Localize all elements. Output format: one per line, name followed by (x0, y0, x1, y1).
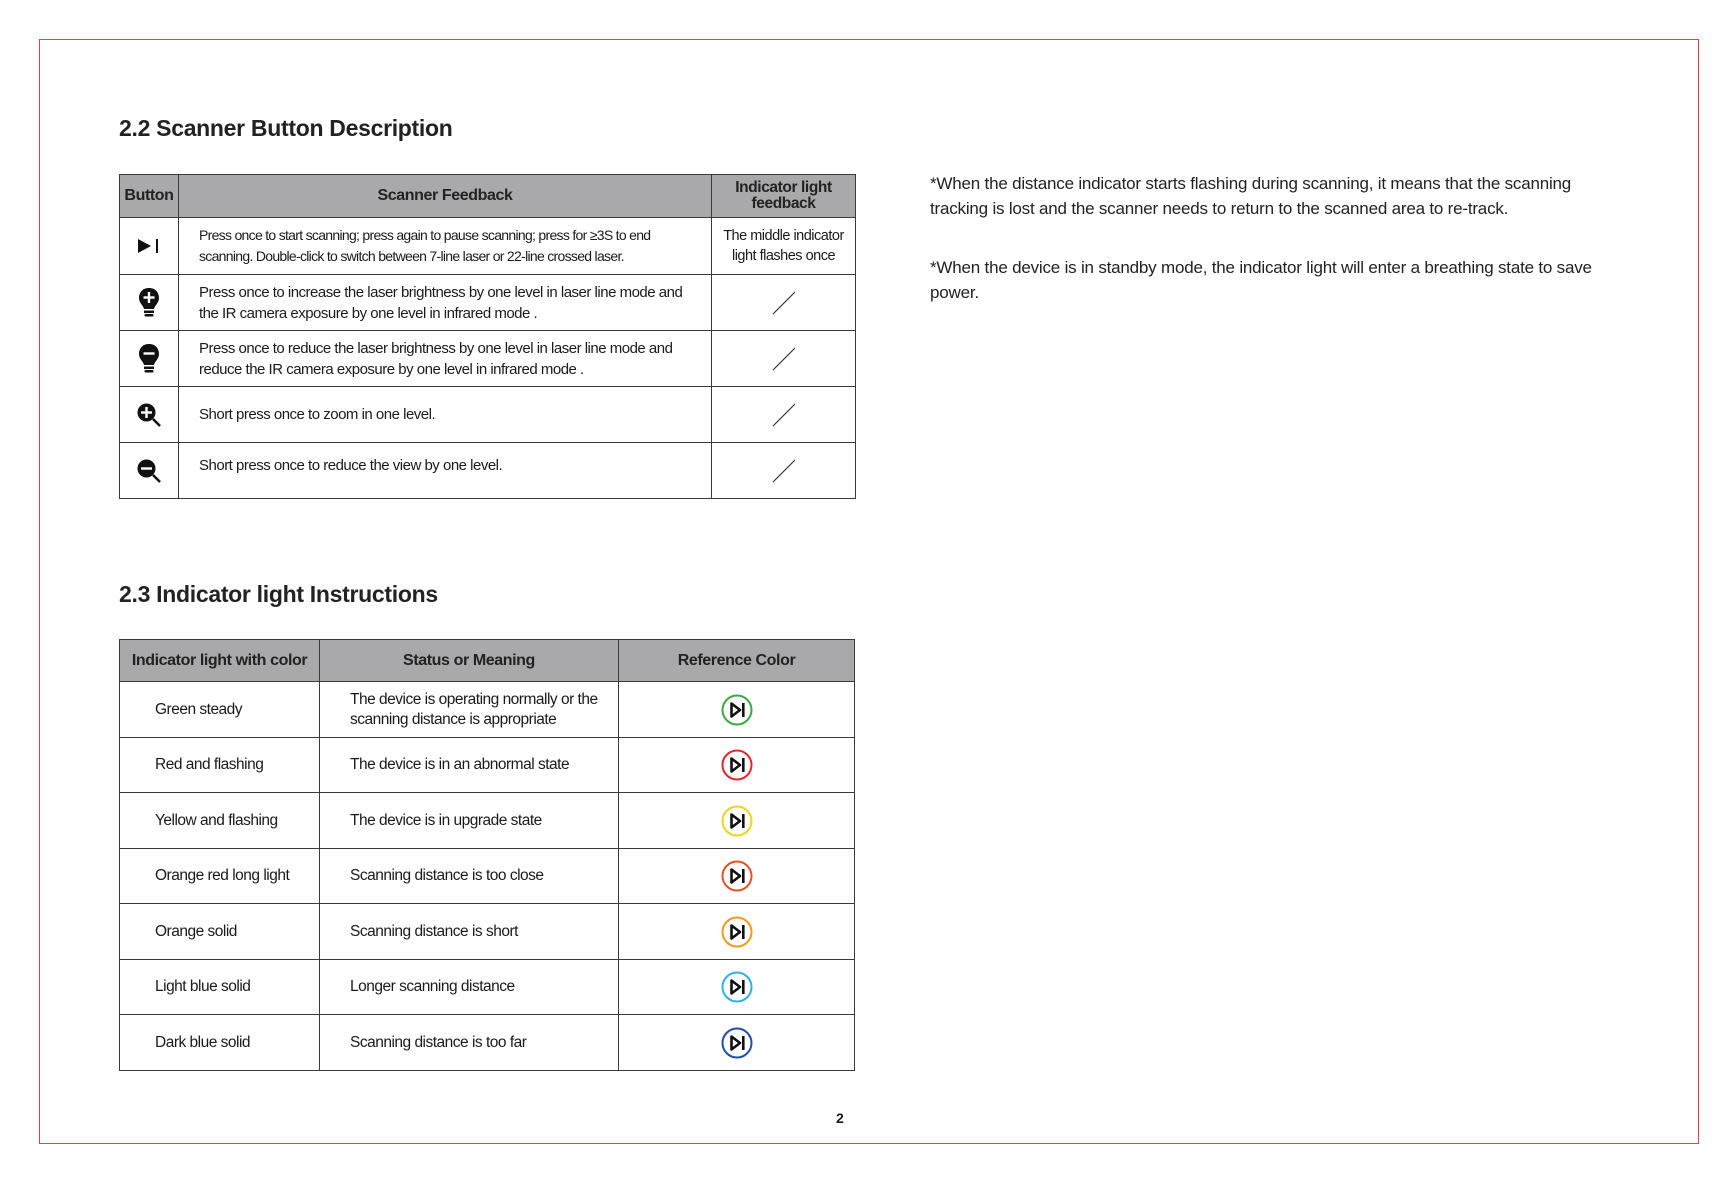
not-applicable-slash-icon (771, 346, 797, 372)
status-cell: The device is in an abnormal state (320, 738, 619, 793)
reference-color-cell (619, 1015, 855, 1071)
play-pause-ring-icon (720, 1026, 754, 1060)
row-indicator-feedback (712, 387, 856, 443)
light-color-cell: Light blue solid (120, 960, 320, 1015)
table-row (120, 904, 855, 960)
play-pause-ring-icon (720, 970, 754, 1004)
header-scanner-feedback: Scanner Feedback (179, 175, 712, 218)
play-pause-ring-icon (720, 693, 754, 727)
light-color-cell: Red and flashing (120, 738, 320, 793)
zoom-out-icon (120, 458, 178, 484)
reference-color-cell (619, 960, 855, 1015)
light-color-cell: Orange red long light (120, 849, 320, 904)
table-row (120, 1015, 855, 1071)
light-color-cell: Green steady (120, 682, 320, 738)
table-row (120, 275, 856, 331)
status-cell: Scanning distance is too close (320, 849, 619, 904)
table-row (120, 218, 856, 275)
row-description: Press once to increase the laser brightness by one level in laser line mode and the IR camera exposure by one level in infrared mode . (179, 275, 712, 331)
play-pause-ring-icon (720, 804, 754, 838)
table-row (120, 793, 855, 849)
indicator-light-table (119, 639, 855, 1071)
brightness-up-bulb-icon (120, 287, 178, 319)
not-applicable-slash-icon (771, 402, 797, 428)
header-status: Status or Meaning (320, 640, 619, 682)
row-indicator-feedback (712, 443, 856, 499)
section-23-title: 2.3 Indicator light Instructions (119, 581, 438, 607)
play-pause-ring-icon (720, 859, 754, 893)
table-row (120, 331, 856, 387)
play-pause-icon (120, 236, 178, 256)
header-indicator-feedback: Indicator light feedback (712, 175, 856, 218)
table-header-row (120, 175, 856, 218)
reference-color-cell (619, 682, 855, 738)
reference-color-cell (619, 793, 855, 849)
not-applicable-slash-icon (771, 458, 797, 484)
section-22-title: 2.2 Scanner Button Description (119, 115, 453, 141)
row-indicator-feedback (712, 275, 856, 331)
row-indicator-feedback: The middle indicator light flashes once (712, 218, 856, 275)
table-row (120, 738, 855, 793)
row-description: Press once to start scanning; press again to pause scanning; press for ≥3S to end scanning. Double-click to switch between 7-line laser or 22-line crossed laser. (179, 218, 712, 275)
header-light-color: Indicator light with color (120, 640, 320, 682)
page-number: 2 (836, 1110, 844, 1126)
header-reference-color: Reference Color (619, 640, 855, 682)
status-cell: Scanning distance is too far (320, 1015, 619, 1071)
reference-color-cell (619, 849, 855, 904)
note-tracking-lost: *When the distance indicator starts flashing during scanning, it means that the scanning tracking is lost and the scanner needs to return to the scanned area to re-track. (930, 174, 1572, 218)
table-row (120, 387, 856, 443)
status-cell: Longer scanning distance (320, 960, 619, 1015)
header-button: Button (120, 175, 179, 218)
row-description: Short press once to zoom in one level. (179, 387, 712, 443)
table-row (120, 849, 855, 904)
light-color-cell: Dark blue solid (120, 1015, 320, 1071)
table-header-row (120, 640, 855, 682)
note-standby: *When the device is in standby mode, the indicator light will enter a breathing state to save power. (930, 258, 1592, 302)
brightness-down-bulb-icon (120, 343, 178, 375)
status-cell: The device is operating normally or the scanning distance is appropriate (320, 682, 619, 738)
light-color-cell: Yellow and flashing (120, 793, 320, 849)
play-pause-ring-icon (720, 915, 754, 949)
status-cell: The device is in upgrade state (320, 793, 619, 849)
play-pause-ring-icon (720, 748, 754, 782)
scanner-button-table (119, 174, 856, 499)
reference-color-cell (619, 738, 855, 793)
row-description: Press once to reduce the laser brightness by one level in laser line mode and reduce the IR camera exposure by one level in infrared mode . (179, 331, 712, 387)
not-applicable-slash-icon (771, 290, 797, 316)
table-row (120, 443, 856, 499)
light-color-cell: Orange solid (120, 904, 320, 960)
row-indicator-feedback (712, 331, 856, 387)
table-row (120, 682, 855, 738)
row-description: Short press once to reduce the view by one level. (179, 443, 712, 499)
status-cell: Scanning distance is short (320, 904, 619, 960)
table-row (120, 960, 855, 1015)
zoom-in-icon (120, 402, 178, 428)
reference-color-cell (619, 904, 855, 960)
